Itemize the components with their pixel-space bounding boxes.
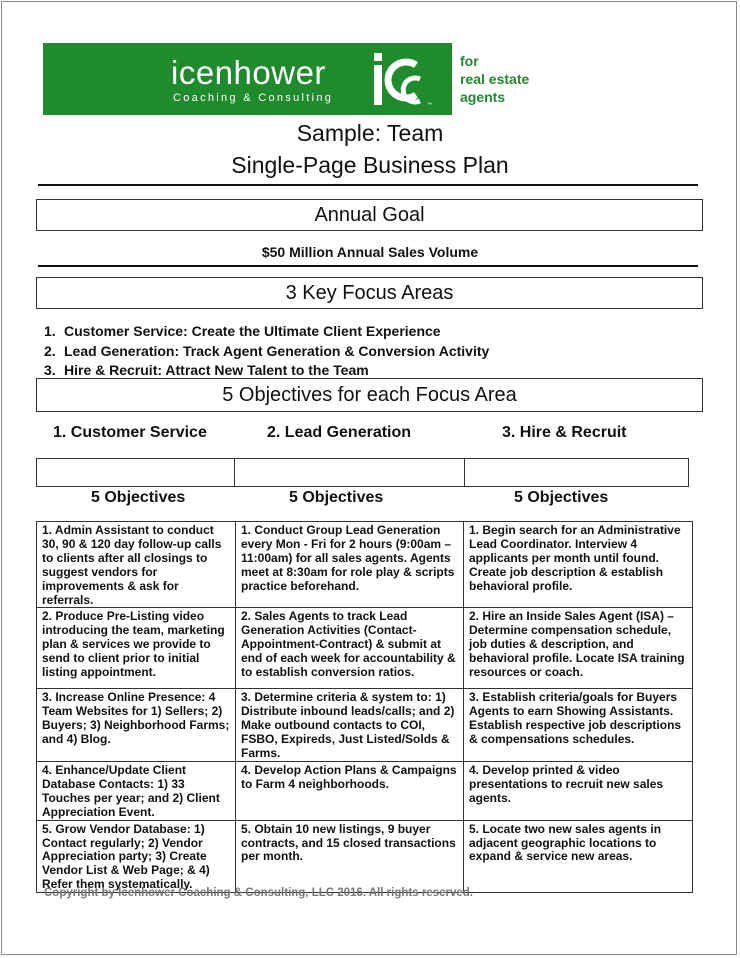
objective-cell: 3. Determine criteria & system to: 1) Distribute inbound leads/calls; and 2) Make outbound contacts to COI, FSBO, Expireds, Just Listed/Solds & Farms. [236,689,464,762]
focus-area-number: 1. [44,323,56,339]
goal-divider [38,265,698,267]
brand-name: icenhower [171,54,326,91]
objective-cell: 5. Locate two new sales agents in adjacent geographic locations to expand & service new areas. [464,820,693,893]
column-title-customer-service: 1. Customer Service [53,424,207,441]
focus-areas-heading: 3 Key Focus Areas [36,277,703,309]
brand-banner [43,43,452,115]
objective-cell: 2. Produce Pre-Listing video introducing the team, marketing plan & services we provide to send to client prior to initial listing appointment. [37,608,236,689]
blank-row-divider [464,459,465,486]
copyright-notice: Copyright by Icenhower Coaching & Consulting, LLC 2016. All rights reserved. [44,887,473,899]
table-row [37,689,693,762]
objective-cell: 3. Establish criteria/goals for Buyers Agents to earn Showing Assistants. Establish respective job descriptions & compensations schedules. [464,689,693,762]
focus-area-number: 3. [44,362,56,378]
table-row [37,820,693,893]
annual-goal-heading: Annual Goal [36,199,703,231]
brand-subtitle: Coaching & Consulting [173,92,334,104]
objective-cell: 1. Admin Assistant to conduct 30, 90 & 120 day follow-up calls to clients after all closings to suggest vendors for improvements & ask for referrals. [37,522,236,608]
objective-cell: 5. Grow Vendor Database: 1) Contact regularly; 2) Vendor Appreciation party; 3) Create Vendor List & Web Page; & 4) Refer them systematically. [37,820,236,893]
objectives-table [36,521,693,893]
focus-area-number: 2. [44,342,56,359]
objective-cell: 4. Enhance/Update Client Database Contacts: 1) 33 Touches per year; and 2) Client Appreciation Event. [37,761,236,820]
column-title-lead-generation: 2. Lead Generation [267,424,412,441]
page-title-line-2: Single-Page Business Plan [231,152,509,178]
objectives-label-customer-service: 5 Objectives [91,489,186,506]
focus-area-item [44,342,489,362]
focus-area-text: Hire & Recruit: Attract New Talent to the Team [64,362,369,378]
column-title-hire-recruit: 3. Hire & Recruit [502,424,627,441]
focus-area-text: Lead Generation: Track Agent Generation & Conversion Activity [64,342,490,359]
table-row [37,608,693,689]
focus-areas-list [44,322,489,381]
objective-cell: 4. Develop printed & video presentations to recruit new sales agents. [464,761,693,820]
page-title-line-1: Sample: Team [296,120,444,146]
table-row [37,522,693,608]
table-row [37,761,693,820]
annual-goal-text: $50 Million Annual Sales Volume [261,244,479,260]
objectives-heading: 5 Objectives for each Focus Area [36,378,703,412]
objective-cell: 3. Increase Online Presence: 4 Team Websites for 1) Sellers; 2) Buyers; 3) Neighborhood Farms; and 4) Blog. [37,689,236,762]
objective-cell: 5. Obtain 10 new listings, 9 buyer contracts, and 15 closed transactions per month. [236,820,464,893]
blank-goal-row [36,458,689,487]
objective-cell: 2. Sales Agents to track Lead Generation Activities (Contact-Appointment-Contract) & submit at end of each week for accountability & to establish conversion ratios. [236,608,464,689]
tagline-line: for [460,53,479,69]
objective-cell: 1. Conduct Group Lead Generation every Mon - Fri for 2 hours (9:00am – 11:00am) for all sales agents. Agents meet at 8:30am for role play & scripts practice beforehand. [236,522,464,608]
brand-tagline [460,52,529,106]
objectives-label-lead-generation: 5 Objectives [289,489,384,506]
tagline-line: real estate [460,71,530,87]
objective-cell: 2. Hire an Inside Sales Agent (ISA) – Determine compensation schedule, job duties & description, and behavioral profile. Locate ISA training resources or coach. [464,608,693,689]
svg-text:™: ™ [427,102,432,108]
objectives-label-hire-recruit: 5 Objectives [514,489,609,506]
objective-cell: 4. Develop Action Plans & Campaigns to Farm 4 neighborhoods. [236,761,464,820]
tagline-line: agents [460,89,506,105]
title-divider [38,184,698,186]
objective-cell: 1. Begin search for an Administrative Lead Coordinator. Interview 4 applicants per month until found. Create job description & establish behavioral profile. [464,522,693,608]
focus-area-text: Customer Service: Create the Ultimate Client Experience [64,323,441,339]
blank-row-divider [234,459,235,486]
focus-area-item [44,322,489,342]
icc-logo [372,49,434,109]
